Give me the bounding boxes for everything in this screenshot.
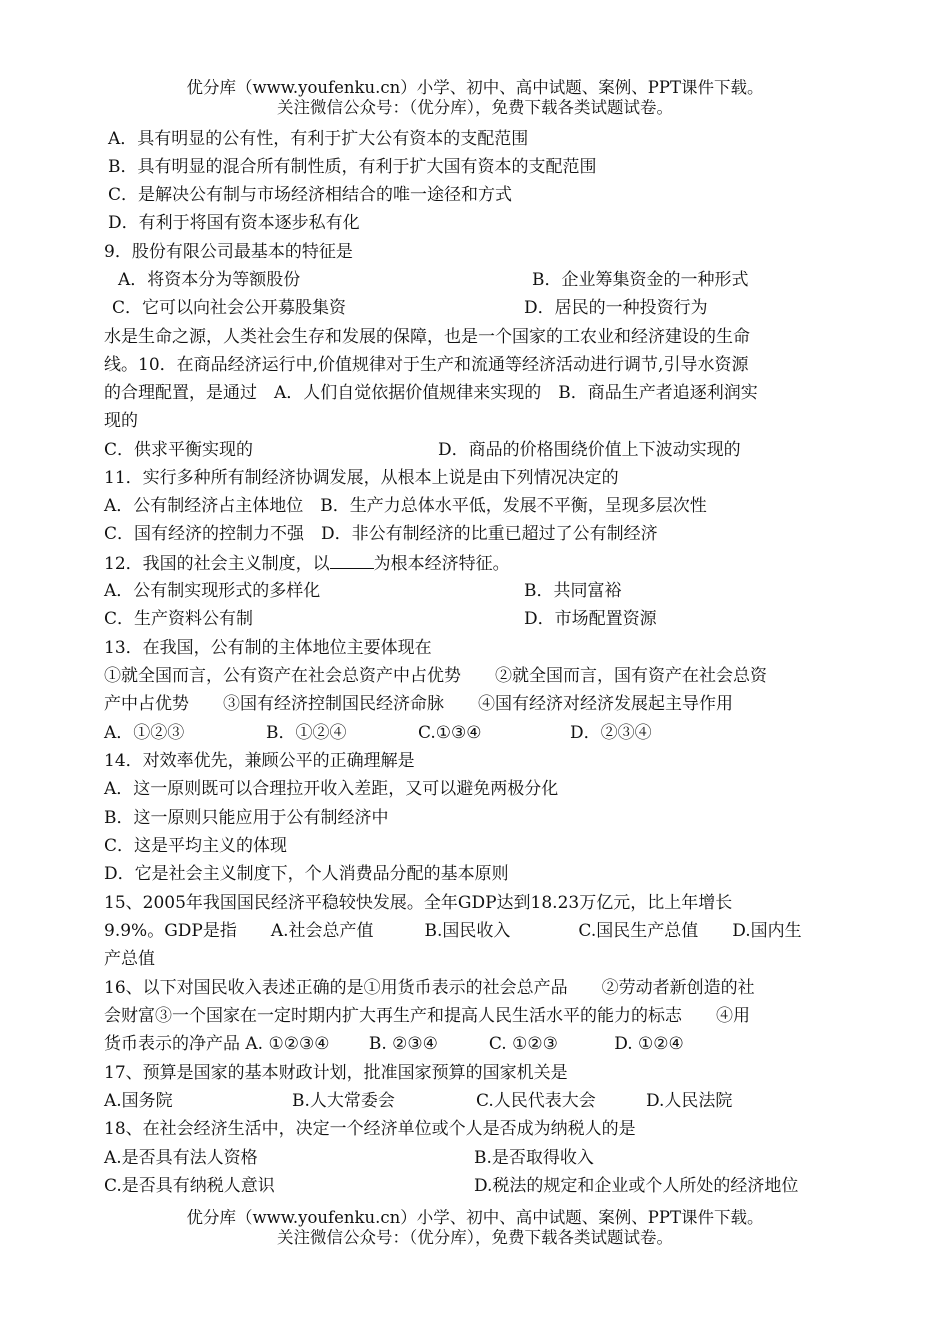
q12-option-a: A．公有制实现形式的多样化 [104, 581, 321, 601]
q14-option-b: B．这一原则只能应用于公有制经济中 [104, 808, 389, 828]
q8-option-a: A．具有明显的公有性，有利于扩大公有资本的支配范围 [108, 129, 529, 149]
q17-option-b: B.人大常委会 [292, 1091, 395, 1111]
q11-options-ab: A．公有制经济占主体地位 B．生产力总体水平低，发展不平衡，呈现多层次性 [104, 496, 707, 516]
q13-line-1: ①就全国而言，公有资产在社会总资产中占优势 ②就全国而言，国有资产在社会总资 [104, 666, 767, 686]
q15-line-3: 产总值 [104, 949, 155, 969]
q18-option-b: B.是否取得收入 [474, 1148, 594, 1168]
q16-line-3: 货币表示的净产品 A. ①②③④ B. ②③④ C. ①②③ D. ①②④ [104, 1034, 684, 1054]
q16-line-2: 会财富③一个国家在一定时期内扩大再生产和提高人民生活水平的能力的标志 ④用 [104, 1006, 750, 1026]
q14-option-a: A．这一原则既可以合理拉开收入差距，又可以避免两极分化 [104, 779, 559, 799]
q18-option-d: D.税法的规定和企业或个人所处的经济地位 [474, 1176, 799, 1196]
q12-option-c: C．生产资料公有制 [104, 609, 254, 629]
q12-stem [104, 552, 510, 575]
q11-options-cd: C．国有经济的控制力不强 D．非公有制经济的比重已超过了公有制经济 [104, 524, 658, 544]
q17-option-a: A.国务院 [104, 1091, 173, 1111]
q11-stem: 11．实行多种所有制经济协调发展，从根本上说是由下列情况决定的 [104, 468, 619, 488]
q14-option-d: D．它是社会主义制度下，个人消费品分配的基本原则 [104, 864, 509, 884]
q10-line-4: 现的 [104, 411, 138, 431]
q9-option-a: A．将资本分为等额股份 [118, 270, 301, 290]
q9-stem: 9．股份有限公司最基本的特征是 [104, 242, 353, 262]
q10-line-1: 水是生命之源，人类社会生存和发展的保障，也是一个国家的工农业和经济建设的生命 [104, 327, 750, 347]
q13-option-b: B．①②④ [266, 723, 347, 743]
q17-stem: 17、预算是国家的基本财政计划，批准国家预算的国家机关是 [104, 1063, 568, 1083]
q18-option-c: C.是否具有纳税人意识 [104, 1176, 275, 1196]
q9-option-c: C．它可以向社会公开募股集资 [112, 298, 347, 318]
q12-option-b: B．共同富裕 [524, 581, 622, 601]
footer-line-2: 关注微信公众号：（优分库），免费下载各类试题试卷。 [277, 1228, 673, 1247]
q10-line-3: 的合理配置，是通过 A．人们自觉依据价值规律来实现的 B．商品生产者追逐利润实 [104, 383, 758, 403]
q13-line-2: 产中占优势 ③国有经济控制国民经济命脉 ④国有经济对经济发展起主导作用 [104, 694, 733, 714]
q18-option-a: A.是否具有法人资格 [104, 1148, 258, 1168]
q12-stem-post: 为根本经济特征。 [373, 554, 510, 574]
q15-line-2: 9.9%。GDP是指 A.社会总产值 B.国民收入 C.国民生产总值 D.国内生 [104, 921, 802, 941]
q10-option-d: D．商品的价格围绕价值上下波动实现的 [438, 440, 741, 460]
q14-stem: 14．对效率优先，兼顾公平的正确理解是 [104, 751, 415, 771]
q9-option-b: B．企业筹集资金的一种形式 [532, 270, 749, 290]
q15-line-1: 15、2005年我国国民经济平稳较快发展。全年GDP达到18.23万亿元，比上年增长 [104, 893, 733, 913]
q13-option-a: A．①②③ [104, 723, 185, 743]
footer-line-1: 优分库（www.youfenku.cn）小学、初中、高中试题、案例、PPT课件下载。 [186, 1208, 764, 1227]
q8-option-b: B．具有明显的混合所有制性质，有利于扩大国有资本的支配范围 [108, 157, 597, 177]
q9-option-d: D．居民的一种投资行为 [524, 298, 708, 318]
q12-stem-pre: 12．我国的社会主义制度，以 [104, 554, 330, 574]
q14-option-c: C．这是平均主义的体现 [104, 836, 288, 856]
header-line-1: 优分库（www.youfenku.cn）小学、初中、高中试题、案例、PPT课件下载。 [186, 78, 764, 97]
q17-option-c: C.人民代表大会 [476, 1091, 596, 1111]
q16-line-1: 16、以下对国民收入表述正确的是①用货币表示的社会总产品 ②劳动者新创造的社 [104, 978, 755, 998]
q10-option-c: C．供求平衡实现的 [104, 440, 254, 460]
q13-option-c: C.①③④ [418, 723, 482, 743]
q13-stem: 13．在我国，公有制的主体地位主要体现在 [104, 638, 432, 658]
q18-stem: 18、在社会经济生活中，决定一个经济单位或个人是否成为纳税人的是 [104, 1119, 636, 1139]
header-line-2: 关注微信公众号：（优分库），免费下载各类试题试卷。 [277, 98, 673, 117]
q17-option-d: D.人民法院 [646, 1091, 733, 1111]
q8-option-c: C．是解决公有制与市场经济相结合的唯一途径和方式 [108, 185, 513, 205]
q13-option-d: D．②③④ [570, 723, 652, 743]
q12-blank [330, 552, 374, 569]
q8-option-d: D．有利于将国有资本逐步私有化 [108, 213, 360, 233]
q10-line-2: 线。10．在商品经济运行中,价值规律对于生产和流通等经济活动进行调节,引导水资源 [104, 355, 749, 375]
q12-option-d: D．市场配置资源 [524, 609, 657, 629]
